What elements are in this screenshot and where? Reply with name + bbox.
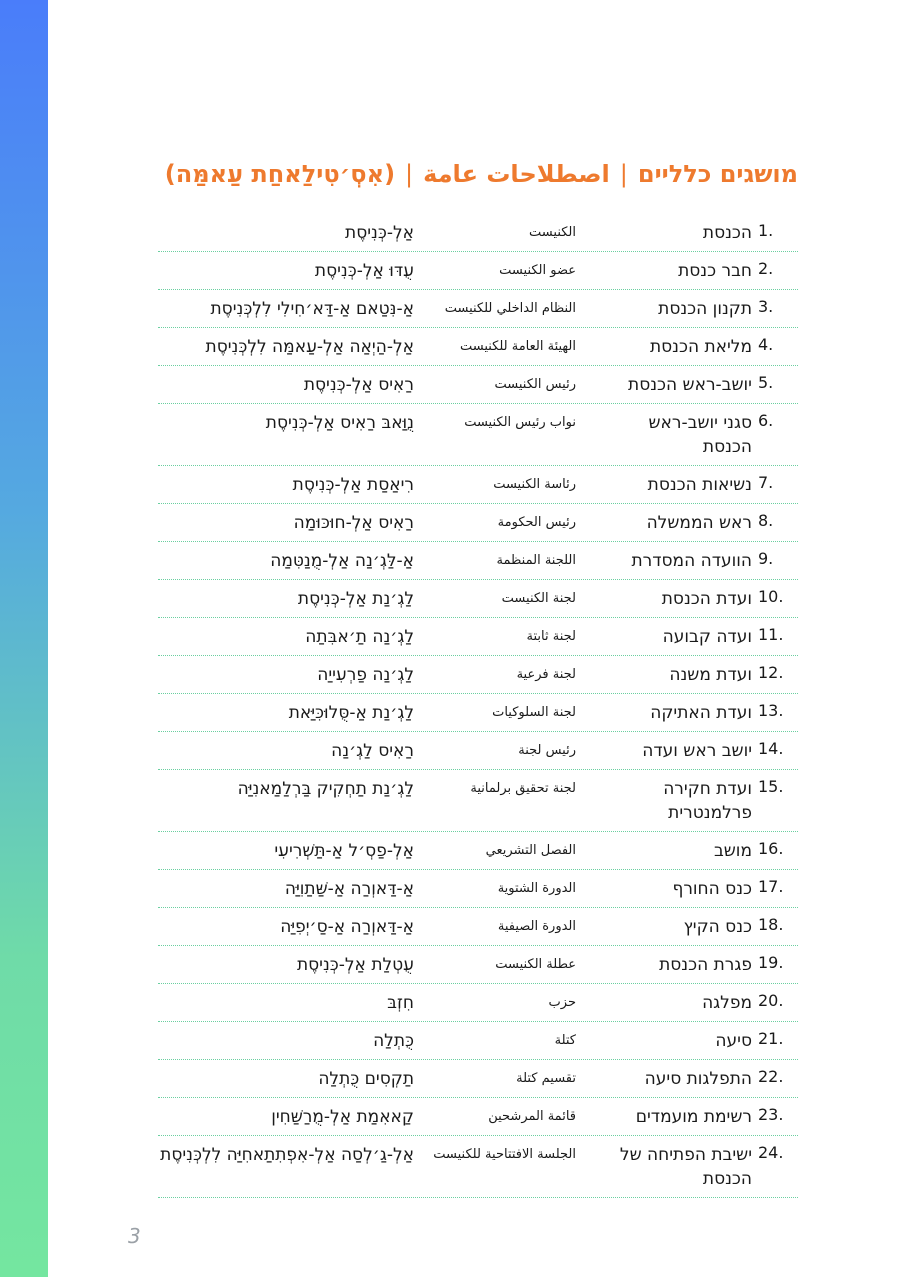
term-number: 10. bbox=[758, 587, 784, 606]
term-row bbox=[158, 366, 798, 404]
term-transliteration: אַ-נִּטַאם אַ-דַּא׳חִילִי לִלְכְּנִיסֶת bbox=[210, 299, 414, 319]
term-number: 24. bbox=[758, 1143, 784, 1162]
term-transliteration: לַגְ׳נַת תַחְקִיק בַּרְלַמַאנִיַּה bbox=[237, 779, 414, 799]
term-hebrew: ראש הממשלה bbox=[646, 513, 752, 533]
terms-list bbox=[158, 214, 798, 1198]
term-number: 8. bbox=[758, 511, 774, 530]
term-transliteration: רַאִיס אַלְ-חוּכּוּמַה bbox=[293, 513, 414, 533]
term-transliteration: לַגְ׳נַת אַלְ-כְּנִיסֶת bbox=[297, 589, 414, 609]
page-title bbox=[165, 160, 798, 188]
term-row bbox=[158, 908, 798, 946]
term-hebrew: כנס הקיץ bbox=[683, 917, 752, 937]
term-number: 7. bbox=[758, 473, 774, 492]
term-hebrew: נשיאות הכנסת bbox=[647, 475, 752, 495]
term-arabic: رئاسة الكنيست bbox=[493, 477, 576, 492]
term-number: 12. bbox=[758, 663, 784, 682]
term-number: 23. bbox=[758, 1105, 784, 1124]
title-transliteration: (אִסְ׳טִילַאחַת עַאמַּה) bbox=[164, 160, 396, 188]
term-hebrew: מושב bbox=[713, 841, 752, 861]
term-transliteration: רַאִיס אַלְ-כְּנִיסֶת bbox=[303, 375, 414, 395]
term-number: 3. bbox=[758, 297, 774, 316]
term-row bbox=[158, 328, 798, 366]
term-hebrew: ישיבת הפתיחה של הכנסת bbox=[619, 1145, 752, 1189]
term-number: 14. bbox=[758, 739, 784, 758]
term-transliteration: עֻדּוּ אַלְ-כְּנִיסֶת bbox=[314, 261, 414, 281]
term-number: 21. bbox=[758, 1029, 784, 1048]
term-hebrew: הוועדה המסדרת bbox=[631, 551, 752, 571]
term-hebrew: ועדת האתיקה bbox=[650, 703, 752, 723]
term-number: 1. bbox=[758, 221, 774, 240]
term-hebrew: פגרת הכנסת bbox=[659, 955, 752, 975]
title-separator-1: | bbox=[619, 160, 628, 188]
term-arabic: الدورة الشتوية bbox=[497, 881, 576, 896]
term-hebrew: מפלגה bbox=[702, 993, 752, 1013]
term-hebrew: תקנון הכנסת bbox=[658, 299, 752, 319]
term-number: 4. bbox=[758, 335, 774, 354]
term-number: 18. bbox=[758, 915, 784, 934]
term-arabic: لجنة تحقيق برلمانية bbox=[470, 781, 576, 796]
term-arabic: رئيس الكنيست bbox=[494, 377, 576, 392]
side-gradient-bar bbox=[0, 0, 48, 1277]
term-transliteration: אַלְ-פַסְ׳ל אַ-תַּשְׁרִיעִי bbox=[274, 841, 414, 861]
term-transliteration: אַ-דַּאוְרַה אַ-סַ׳יְפִיַּה bbox=[280, 917, 414, 937]
term-hebrew: חבר כנסת bbox=[678, 261, 752, 281]
term-arabic: عضو الكنيست bbox=[499, 263, 576, 278]
term-row bbox=[158, 1060, 798, 1098]
term-transliteration: לַגְ׳נַה תַ׳אבִּתַה bbox=[305, 627, 414, 647]
term-arabic: لجنة الكنيست bbox=[501, 591, 576, 606]
term-number: 11. bbox=[758, 625, 784, 644]
term-hebrew: ועדת משנה bbox=[669, 665, 752, 685]
term-hebrew: רשימת מועמדים bbox=[635, 1107, 752, 1127]
term-transliteration: לַגְ׳נַת אַ-סֻּלוּכִּיַּאת bbox=[288, 703, 414, 723]
term-row bbox=[158, 984, 798, 1022]
term-row bbox=[158, 770, 798, 832]
term-transliteration: אַלְ-גַ׳לְסַה אַלְ-אִפְתִתַאחִיַּה לִלְכְּנִיסֶת bbox=[160, 1145, 414, 1165]
term-arabic: الكنيست bbox=[529, 225, 576, 240]
term-row bbox=[158, 656, 798, 694]
term-number: 16. bbox=[758, 839, 784, 858]
term-transliteration: לַגְ׳נַה פַרְעִייַה bbox=[317, 665, 414, 685]
title-hebrew: מושגים כלליים bbox=[637, 160, 798, 188]
term-number: 2. bbox=[758, 259, 774, 278]
term-arabic: لجنة السلوكيات bbox=[492, 705, 576, 720]
term-number: 9. bbox=[758, 549, 774, 568]
term-transliteration: נֻוַּאבּ רַאִיס אַלְ-כְּנִיסֶת bbox=[265, 413, 414, 433]
term-transliteration: רַאִיס לַגְ׳נַה bbox=[331, 741, 414, 761]
term-row bbox=[158, 1136, 798, 1198]
term-hebrew: סיעה bbox=[715, 1031, 752, 1051]
term-transliteration: כֻּתְלַה bbox=[373, 1031, 414, 1051]
term-arabic: رئيس لجنة bbox=[518, 743, 576, 758]
term-row bbox=[158, 504, 798, 542]
term-row bbox=[158, 542, 798, 580]
term-number: 19. bbox=[758, 953, 784, 972]
term-row bbox=[158, 1022, 798, 1060]
term-arabic: عطلة الكنيست bbox=[495, 957, 576, 972]
term-transliteration: אַ-לַּגְ׳נַה אַלְ-מֻנַטִּמַה bbox=[270, 551, 414, 571]
term-row bbox=[158, 1098, 798, 1136]
term-row bbox=[158, 732, 798, 770]
term-number: 13. bbox=[758, 701, 784, 720]
term-transliteration: רִיאַסַת אַלְ-כְּנִיסֶת bbox=[292, 475, 414, 495]
term-arabic: نواب رئيس الكنيست bbox=[464, 415, 576, 430]
term-row bbox=[158, 466, 798, 504]
term-arabic: رئيس الحكومة bbox=[497, 515, 576, 530]
term-row bbox=[158, 946, 798, 984]
term-transliteration: אַלְ-כְּנִיסֶת bbox=[345, 223, 414, 243]
term-row bbox=[158, 694, 798, 732]
term-hebrew: ועדת חקירה פרלמנטרית bbox=[663, 779, 752, 823]
term-hebrew: ועדת הכנסת bbox=[661, 589, 752, 609]
term-number: 15. bbox=[758, 777, 784, 796]
term-number: 5. bbox=[758, 373, 774, 392]
term-hebrew: מליאת הכנסת bbox=[649, 337, 752, 357]
term-hebrew: יושב-ראש הכנסת bbox=[628, 375, 752, 395]
term-transliteration: חִזְבּ bbox=[387, 993, 414, 1013]
term-row bbox=[158, 404, 798, 466]
term-arabic: لجنة فرعية bbox=[516, 667, 576, 682]
term-transliteration: תַקְסִים כֻּתְלַה bbox=[318, 1069, 414, 1089]
title-arabic: اصطلاحات عامة bbox=[423, 160, 610, 188]
term-arabic: الهيئة العامة للكنيست bbox=[459, 339, 576, 354]
term-row bbox=[158, 618, 798, 656]
term-arabic: لجنة ثابتة bbox=[526, 629, 576, 644]
term-row bbox=[158, 290, 798, 328]
term-arabic: الفصل التشريعي bbox=[485, 843, 576, 858]
term-number: 20. bbox=[758, 991, 784, 1010]
term-arabic: تقسيم كتلة bbox=[516, 1071, 576, 1086]
term-hebrew: יושב ראש ועדה bbox=[642, 741, 752, 761]
page-number: 3 bbox=[128, 1224, 141, 1248]
term-hebrew: סגני יושב-ראש הכנסת bbox=[648, 413, 752, 457]
term-transliteration: אַלְ-הַיְאַה אַלְ-עַאמַּה לִלְכְּנִיסֶת bbox=[205, 337, 414, 357]
term-hebrew: כנס החורף bbox=[672, 879, 752, 899]
term-arabic: النظام الداخلي للكنيست bbox=[444, 301, 576, 316]
term-arabic: حزب bbox=[548, 995, 576, 1010]
term-row bbox=[158, 580, 798, 618]
term-row bbox=[158, 870, 798, 908]
term-arabic: كتلة bbox=[554, 1033, 576, 1048]
term-number: 6. bbox=[758, 411, 774, 430]
term-number: 22. bbox=[758, 1067, 784, 1086]
term-number: 17. bbox=[758, 877, 784, 896]
term-transliteration: קַאאִמַת אַלְ-מֻרַשַּׁחִין bbox=[271, 1107, 414, 1127]
term-row bbox=[158, 214, 798, 252]
term-row bbox=[158, 832, 798, 870]
term-arabic: الدورة الصيفية bbox=[497, 919, 576, 934]
title-separator-2: | bbox=[405, 160, 414, 188]
term-arabic: اللجنة المنظمة bbox=[496, 553, 576, 568]
term-transliteration: עֻטְלַת אַלְ-כְּנִיסֶת bbox=[296, 955, 414, 975]
term-arabic: الجلسة الافتتاحية للكنيست bbox=[433, 1147, 576, 1162]
term-arabic: قائمة المرشحين bbox=[488, 1109, 576, 1124]
term-hebrew: התפלגות סיעה bbox=[644, 1069, 752, 1089]
term-hebrew: ועדה קבועה bbox=[662, 627, 752, 647]
term-hebrew: הכנסת bbox=[702, 223, 752, 243]
term-row bbox=[158, 252, 798, 290]
term-transliteration: אַ-דַּאוְרַה אַ-שַּׁתַוִיַּה bbox=[284, 879, 414, 899]
